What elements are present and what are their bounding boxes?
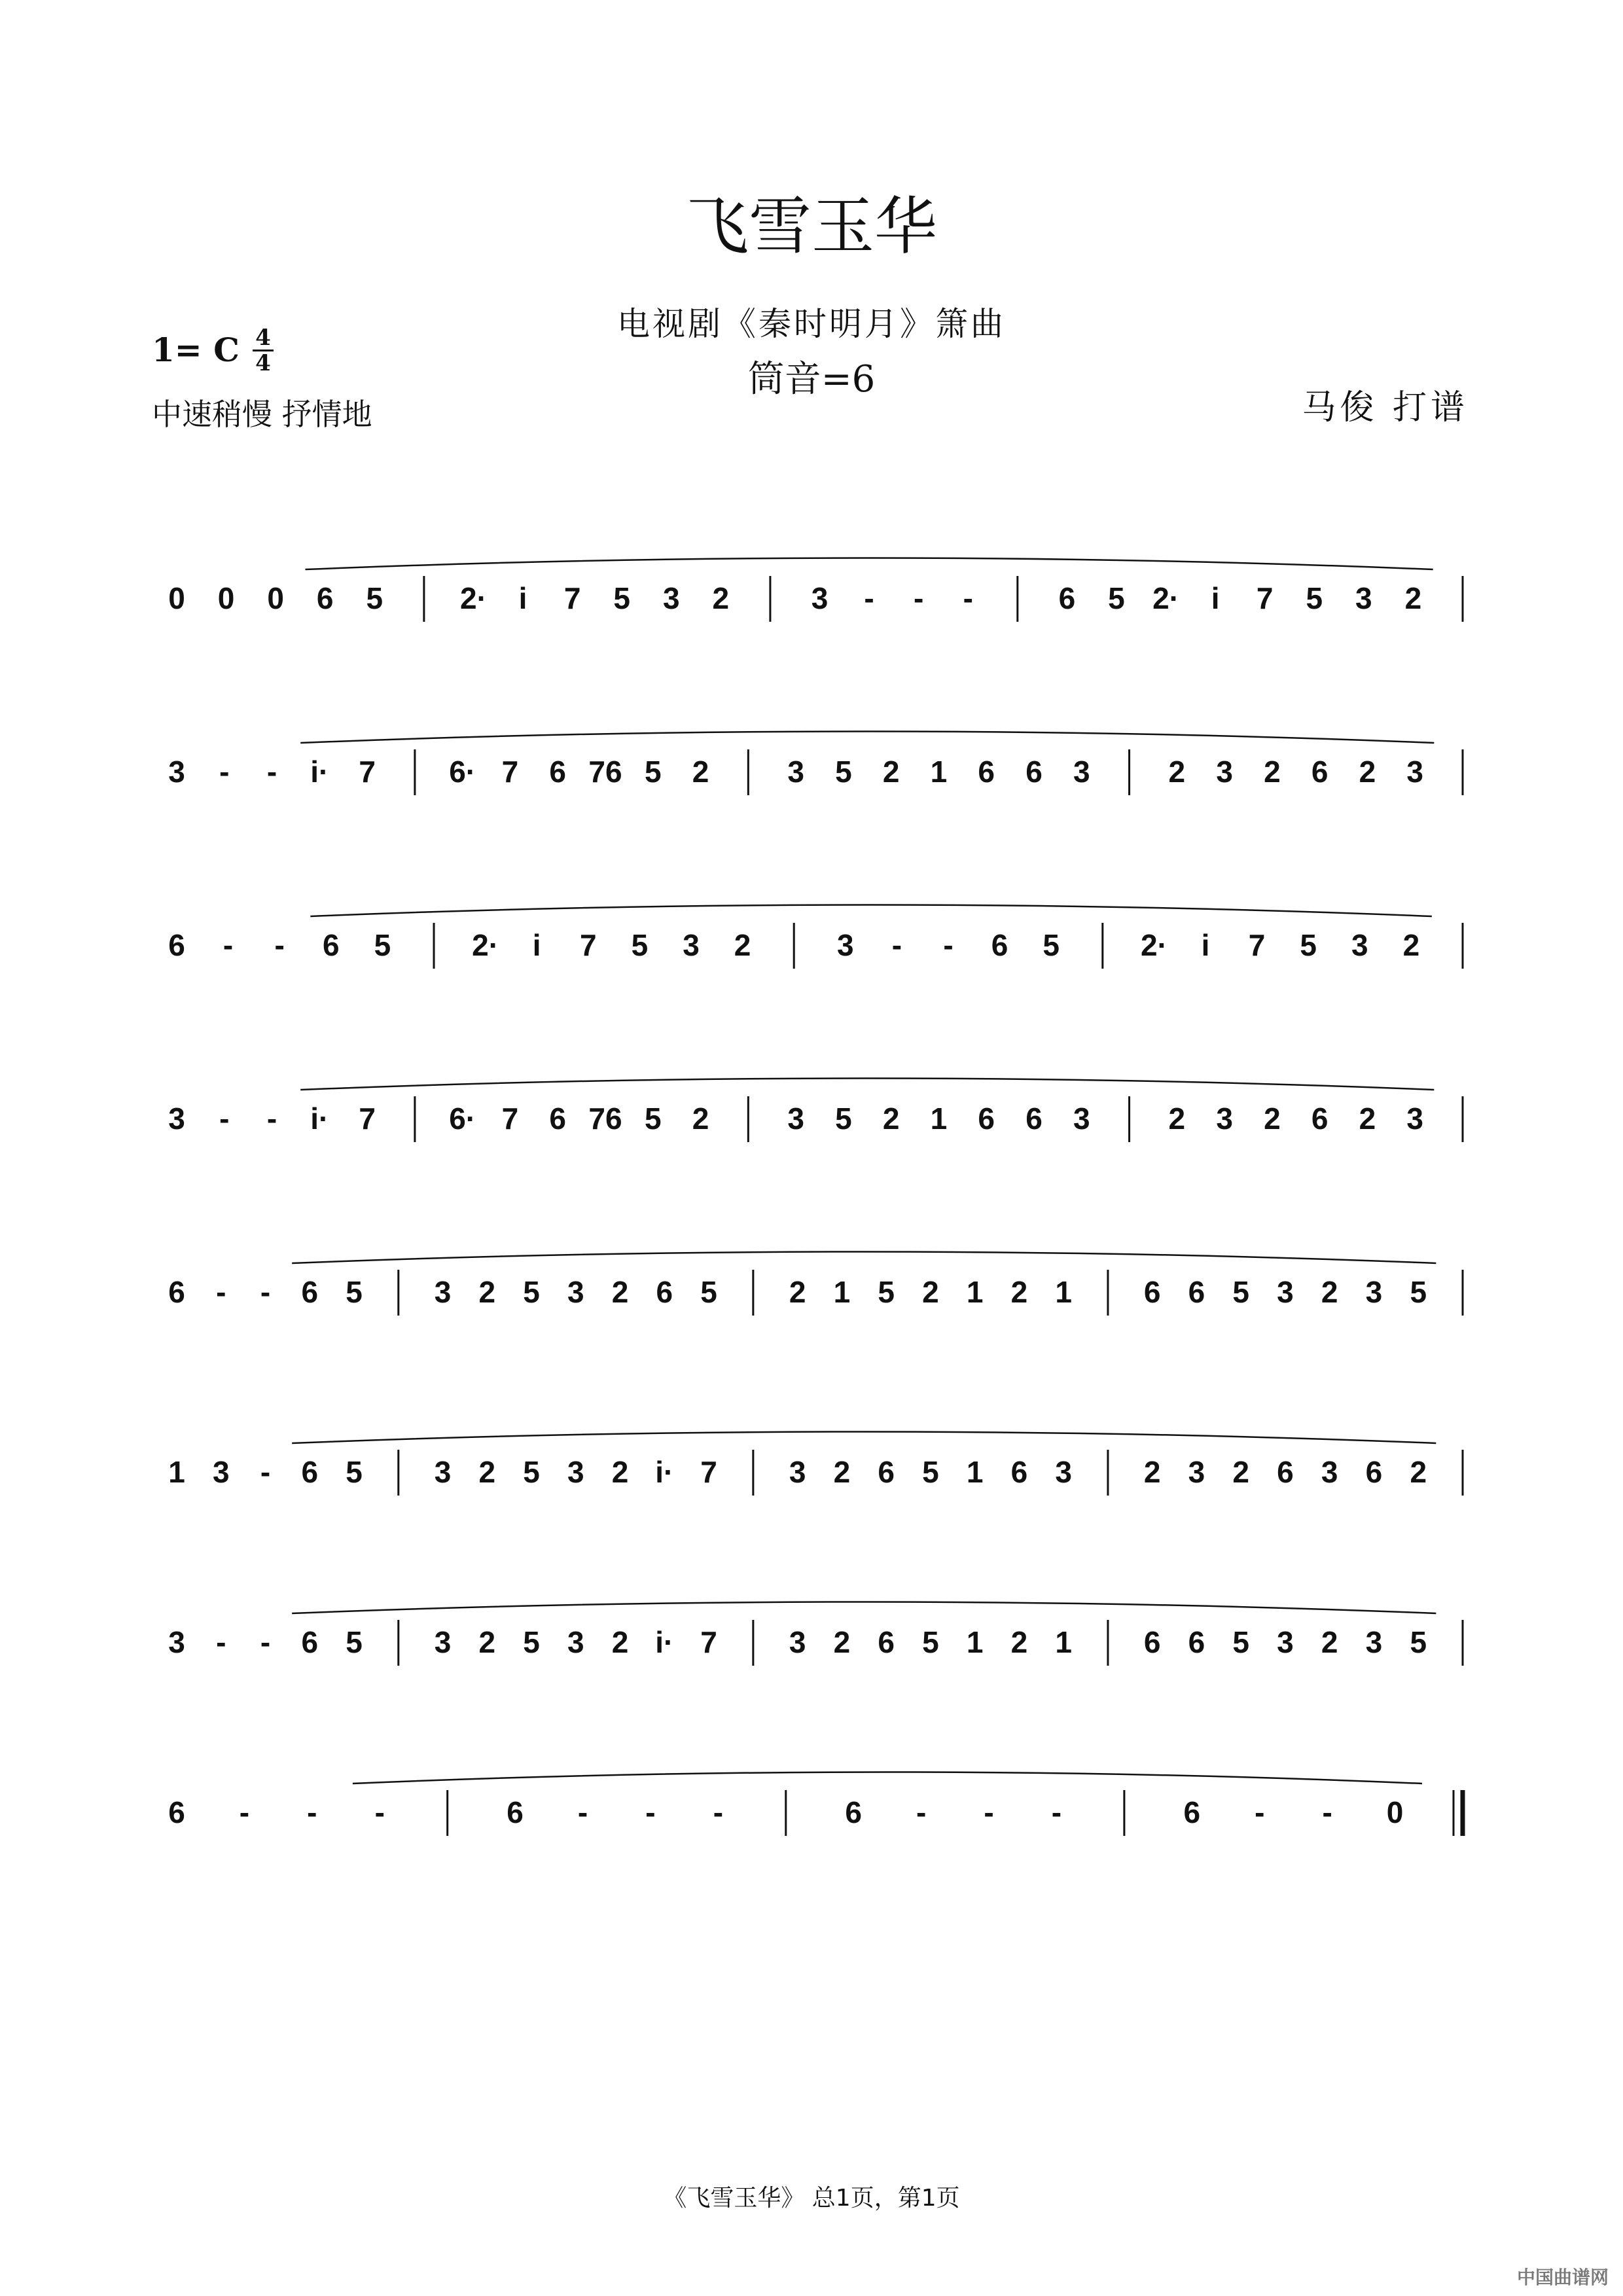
- note: 6: [507, 1795, 524, 1829]
- note: 3: [662, 581, 680, 615]
- note: 2: [478, 1625, 496, 1659]
- note: 3: [1277, 1275, 1294, 1309]
- score-line-svg: [0, 1581, 1623, 1725]
- note: 3: [434, 1455, 452, 1489]
- note: 5: [523, 1275, 540, 1309]
- note: 3: [1073, 1102, 1090, 1136]
- note: 3: [1321, 1455, 1338, 1489]
- note: 3: [434, 1275, 452, 1309]
- note: 2: [734, 928, 751, 962]
- extension-dash: -: [1051, 1795, 1062, 1829]
- key-signature: 1= C: [152, 331, 240, 369]
- note: 2: [1232, 1455, 1250, 1489]
- note: 2: [478, 1275, 496, 1309]
- note: 3: [1365, 1275, 1383, 1309]
- note: i: [532, 928, 541, 962]
- score-line: [0, 1751, 1623, 1895]
- note: 3: [168, 1102, 185, 1136]
- note: 2: [1143, 1455, 1161, 1489]
- slur: [306, 558, 1433, 570]
- note: 2: [1404, 581, 1422, 615]
- note: 6: [978, 1102, 995, 1136]
- note: 7: [501, 1102, 519, 1136]
- note: 7: [1256, 581, 1274, 615]
- note: 5: [835, 755, 852, 789]
- note: 3: [434, 1625, 452, 1659]
- note: 3: [789, 1625, 806, 1659]
- note: 5: [878, 1275, 895, 1309]
- note: 6: [323, 928, 340, 962]
- note: 3: [789, 1455, 806, 1489]
- note: 5: [922, 1455, 939, 1489]
- score-line-svg: [0, 884, 1623, 1028]
- note: 6: [301, 1275, 319, 1309]
- note: 2: [611, 1275, 629, 1309]
- extension-dash: -: [223, 928, 234, 962]
- note: 3: [1073, 755, 1090, 789]
- extension-dash: -: [216, 1625, 226, 1659]
- note: 3: [1188, 1455, 1205, 1489]
- note: 2·: [472, 928, 499, 962]
- note: 0: [217, 581, 235, 615]
- note: i·: [310, 755, 329, 789]
- note: 7: [700, 1455, 717, 1489]
- extension-dash: -: [219, 1102, 230, 1136]
- note: 6: [878, 1625, 895, 1659]
- note: i·: [310, 1102, 329, 1136]
- note: 6: [168, 928, 185, 962]
- note: 6: [549, 755, 567, 789]
- note: 5: [1410, 1625, 1427, 1659]
- extension-dash: -: [219, 755, 230, 789]
- score-title: 飞雪玉华: [686, 190, 937, 263]
- note: 2: [1359, 1102, 1376, 1136]
- note: 2: [833, 1455, 851, 1489]
- note: 3: [787, 1102, 804, 1136]
- note: 6: [1277, 1455, 1294, 1489]
- note: 6: [1311, 1102, 1329, 1136]
- score-line: [0, 1230, 1623, 1374]
- extension-dash: -: [963, 581, 973, 615]
- note: 7: [580, 928, 597, 962]
- note: 7: [501, 755, 519, 789]
- score-line: [0, 710, 1623, 854]
- note: 5: [346, 1455, 363, 1489]
- note: 5: [700, 1275, 717, 1309]
- arranger-credit: 马俊 打谱: [1302, 388, 1469, 427]
- note: 3: [1406, 755, 1424, 789]
- note: 5: [613, 581, 630, 615]
- extension-dash: -: [260, 1455, 271, 1489]
- note: 6: [1143, 1625, 1161, 1659]
- note: i·: [655, 1625, 674, 1659]
- note: 3: [168, 755, 185, 789]
- slur: [292, 1602, 1436, 1614]
- note: 6: [301, 1455, 319, 1489]
- note: 7: [359, 755, 376, 789]
- tonic-note: 筒音=6: [747, 358, 876, 401]
- note: 5: [1300, 928, 1317, 962]
- note: i: [1211, 581, 1220, 615]
- extension-dash: -: [1322, 1795, 1332, 1829]
- extension-dash: -: [916, 1795, 927, 1829]
- slur: [310, 905, 1431, 917]
- extension-dash: -: [984, 1795, 994, 1829]
- extension-dash: -: [307, 1795, 317, 1829]
- note: 6: [1010, 1455, 1028, 1489]
- note: 2: [1321, 1275, 1338, 1309]
- note: 5: [346, 1275, 363, 1309]
- extension-dash: -: [943, 928, 954, 962]
- note: 76: [588, 1102, 622, 1136]
- note: 3: [1277, 1625, 1294, 1659]
- note: 5: [1043, 928, 1060, 962]
- note: 3: [212, 1455, 230, 1489]
- note: 6: [549, 1102, 567, 1136]
- note: 5: [922, 1625, 939, 1659]
- note: 5: [644, 755, 662, 789]
- note: 3: [1406, 1102, 1424, 1136]
- note: 3: [567, 1275, 584, 1309]
- extension-dash: -: [260, 1625, 271, 1659]
- note: 3: [811, 581, 829, 615]
- page-footer: 《飞雪玉华》 总1页，第1页: [663, 2185, 960, 2212]
- extension-dash: -: [239, 1795, 250, 1829]
- note: 3: [787, 755, 804, 789]
- score-line: [0, 884, 1623, 1028]
- note: 1: [966, 1625, 984, 1659]
- extension-dash: -: [266, 1102, 277, 1136]
- note: 1: [930, 1102, 948, 1136]
- note: 2: [922, 1275, 939, 1309]
- score-line-svg: [0, 1751, 1623, 1895]
- note: 6: [1026, 755, 1043, 789]
- note: i·: [655, 1455, 674, 1489]
- note: 6: [1365, 1455, 1383, 1489]
- note: 2: [882, 755, 900, 789]
- note: 6: [301, 1625, 319, 1659]
- extension-dash: -: [645, 1795, 656, 1829]
- note: 3: [1351, 928, 1368, 962]
- note: 2·: [1140, 928, 1168, 962]
- slur: [353, 1772, 1422, 1784]
- time-signature: [250, 327, 276, 374]
- note: 6: [1311, 755, 1329, 789]
- slur: [292, 1432, 1436, 1444]
- extension-dash: -: [891, 928, 902, 962]
- note: 6·: [449, 755, 476, 789]
- note: 2: [789, 1275, 806, 1309]
- score-line-svg: [0, 710, 1623, 854]
- note: 7: [563, 581, 581, 615]
- note: 3: [1055, 1455, 1072, 1489]
- extension-dash: -: [864, 581, 874, 615]
- note: 1: [966, 1275, 984, 1309]
- extension-dash: -: [577, 1795, 588, 1829]
- note: 2·: [460, 581, 487, 615]
- note: 6: [1058, 581, 1076, 615]
- extension-dash: -: [274, 928, 285, 962]
- note: 2: [611, 1625, 629, 1659]
- slur: [300, 1079, 1434, 1090]
- note: 2: [1010, 1625, 1028, 1659]
- note: 6: [991, 928, 1008, 962]
- note: 6: [1143, 1275, 1161, 1309]
- extension-dash: -: [216, 1275, 226, 1309]
- note: 6: [878, 1455, 895, 1489]
- note: 7: [359, 1102, 376, 1136]
- time-signature-bottom: 4: [255, 350, 271, 376]
- extension-dash: -: [260, 1275, 271, 1309]
- note: 76: [588, 755, 622, 789]
- site-logo: 中国曲谱网: [1516, 2267, 1609, 2288]
- note: 2: [692, 755, 709, 789]
- note: 2: [1264, 755, 1281, 789]
- note: 6: [845, 1795, 863, 1829]
- note: 2·: [1152, 581, 1179, 615]
- note: 2: [1410, 1455, 1427, 1489]
- note: 0: [168, 581, 185, 615]
- extension-dash: -: [266, 755, 277, 789]
- note: 5: [523, 1625, 540, 1659]
- note: 1: [966, 1455, 984, 1489]
- note: 2: [1359, 755, 1376, 789]
- note: 5: [1232, 1625, 1250, 1659]
- score-line-svg: [0, 1410, 1623, 1554]
- note: i: [1201, 928, 1210, 962]
- extension-dash: -: [374, 1795, 385, 1829]
- score-subtitle: 电视剧《秦时明月》箫曲: [617, 305, 1006, 343]
- note: 0: [267, 581, 284, 615]
- note: 2: [712, 581, 730, 615]
- note: 1: [833, 1275, 851, 1309]
- note: 2: [478, 1455, 496, 1489]
- score-line-svg: [0, 1230, 1623, 1374]
- note: 5: [1306, 581, 1323, 615]
- extension-dash: -: [713, 1795, 724, 1829]
- note: 5: [1232, 1275, 1250, 1309]
- slur: [292, 1252, 1436, 1264]
- note: 3: [837, 928, 854, 962]
- score-line: [0, 1057, 1623, 1201]
- note: 6·: [449, 1102, 476, 1136]
- note: 3: [1365, 1625, 1383, 1659]
- note: 6: [1183, 1795, 1201, 1829]
- note: i: [518, 581, 527, 615]
- note: 6: [656, 1275, 673, 1309]
- note: 6: [168, 1795, 185, 1829]
- extension-dash: -: [913, 581, 924, 615]
- score-line-svg: [0, 1057, 1623, 1201]
- note: 2: [1264, 1102, 1281, 1136]
- note: 7: [700, 1625, 717, 1659]
- time-signature-top: 4: [255, 325, 271, 351]
- note: 5: [1108, 581, 1125, 615]
- note: 5: [644, 1102, 662, 1136]
- tempo-marking: 中速稍慢 抒情地: [152, 397, 372, 432]
- note: 2: [1010, 1275, 1028, 1309]
- score-line: [0, 537, 1623, 681]
- note: 2: [882, 1102, 900, 1136]
- note: 6: [1188, 1625, 1205, 1659]
- note: 3: [683, 928, 700, 962]
- note: 2: [833, 1625, 851, 1659]
- note: 1: [168, 1455, 185, 1489]
- note: 6: [316, 581, 334, 615]
- note: 7: [1248, 928, 1266, 962]
- note: 3: [168, 1625, 185, 1659]
- note: 3: [567, 1455, 584, 1489]
- note: 6: [168, 1275, 185, 1309]
- note: 6: [1188, 1275, 1205, 1309]
- note: 0: [1386, 1795, 1404, 1829]
- score-line: [0, 1581, 1623, 1725]
- note: 5: [835, 1102, 852, 1136]
- score-line: [0, 1410, 1623, 1554]
- note: 6: [1026, 1102, 1043, 1136]
- note: 3: [1216, 755, 1233, 789]
- note: 2: [1321, 1625, 1338, 1659]
- note: 1: [1055, 1275, 1072, 1309]
- note: 3: [567, 1625, 584, 1659]
- note: 2: [611, 1455, 629, 1489]
- note: 1: [930, 755, 948, 789]
- note: 5: [366, 581, 383, 615]
- note: 3: [1355, 581, 1372, 615]
- note: 2: [1168, 1102, 1186, 1136]
- note: 5: [523, 1455, 540, 1489]
- note: 5: [1410, 1275, 1427, 1309]
- note: 5: [631, 928, 649, 962]
- note: 1: [1055, 1625, 1072, 1659]
- extension-dash: -: [1255, 1795, 1265, 1829]
- note: 2: [692, 1102, 709, 1136]
- note: 3: [1216, 1102, 1233, 1136]
- note: 2: [1168, 755, 1186, 789]
- note: 6: [978, 755, 995, 789]
- note: 2: [1402, 928, 1420, 962]
- note: 5: [346, 1625, 363, 1659]
- slur: [300, 732, 1434, 744]
- score-line-svg: [0, 537, 1623, 681]
- note: 5: [374, 928, 391, 962]
